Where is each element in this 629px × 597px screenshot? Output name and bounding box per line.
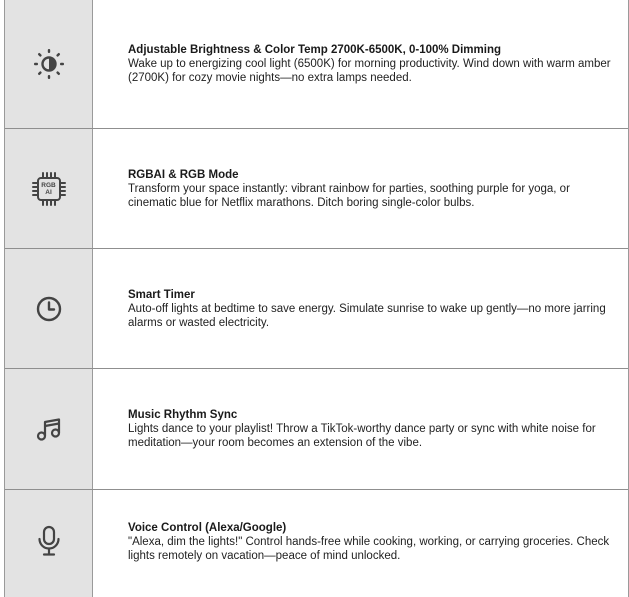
feature-title: Adjustable Brightness & Color Temp 2700K-6500K, 0-100% Dimming [128,44,501,56]
feature-text [93,369,628,489]
feature-text [93,490,628,597]
feature-description: Wake up to energizing cool light (6500K) for morning productivity. Wind down with warm amber (2700K) for cozy movie nights—no extra lamps needed. [128,58,611,84]
feature-description: Lights dance to your playlist! Throw a TikTok-worthy dance party or sync with white noise for meditation—your room becomes an extension of the vibe. [128,423,596,449]
feature-text [93,0,628,128]
feature-table [4,0,629,597]
feature-title: RGBAI & RGB Mode [128,168,239,181]
feature-row-rgb-mode [5,129,628,249]
icon-cell [5,0,93,128]
clock-icon [34,294,64,324]
brightness-icon [32,47,66,81]
icon-cell [5,490,93,597]
feature-description: Auto-off lights at bedtime to save energy. Simulate sunrise to wake up gently—no more jarring alarms or wasted electricity. [128,302,606,329]
feature-text [93,129,628,248]
icon-cell [5,369,93,489]
microphone-icon [34,524,64,558]
feature-row-music-sync [5,369,628,490]
feature-description: Transform your space instantly: vibrant rainbow for parties, soothing purple for yoga, or cinematic blue for Netflix marathons. Ditch boring single-color bulbs. [128,182,570,209]
feature-row-brightness [5,0,628,129]
feature-text [93,249,628,368]
feature-row-voice-control [5,490,628,597]
feature-title: Voice Control (Alexa/Google) [128,522,287,534]
feature-title: Smart Timer [128,288,195,301]
icon-cell [5,129,93,248]
music-note-icon [34,414,64,444]
chip-label-ai: AI [45,188,52,196]
feature-description: "Alexa, dim the lights!" Control hands-free while cooking, working, or carrying groceries. Check lights remotely on vacation—peace of mind unlocked. [128,536,610,562]
icon-cell [5,249,93,368]
feature-title: Music Rhythm Sync [128,409,238,421]
rgb-ai-chip-icon [31,171,67,207]
feature-row-smart-timer [5,249,628,369]
chip-label-rgb: RGB [41,181,56,189]
